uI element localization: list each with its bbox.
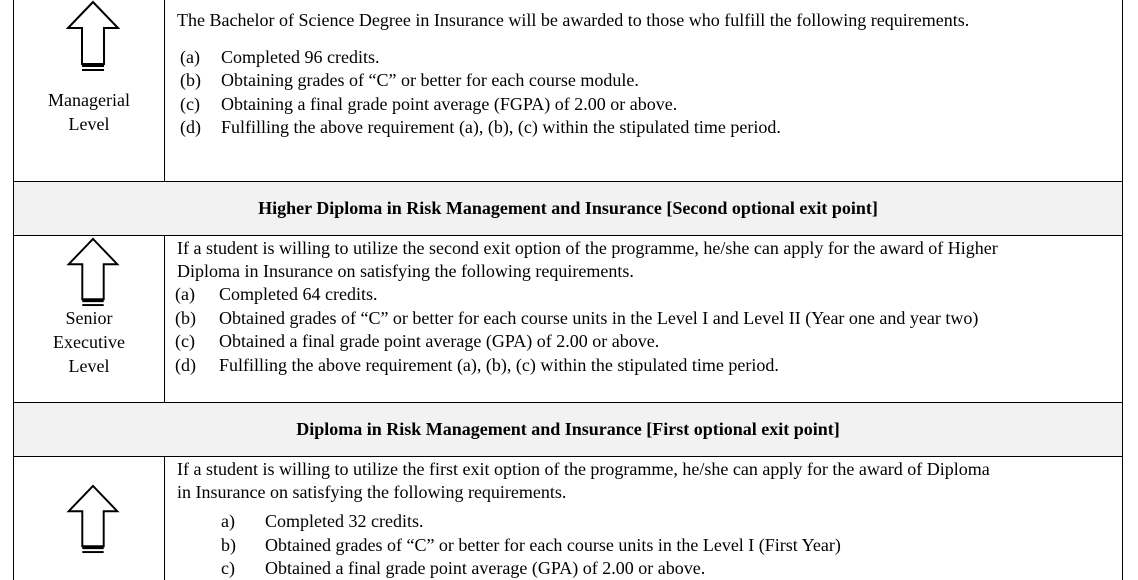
up-arrow-icon — [66, 237, 120, 307]
bachelor-section — [13, 0, 1123, 182]
level-column — [14, 456, 165, 580]
level-label: Managerial Level — [48, 90, 130, 134]
bachelor-intro: The Bachelor of Science Degree in Insurance will be awarded to those who fulfill the following requirements. — [177, 10, 970, 30]
diploma-intro: If a student is willing to utilize the first exit option of the programme, he/she can apply for the award of Diploma in Insurance on satisfying the following requirements. — [177, 459, 990, 502]
list-item: (b) Obtained grades of “C” or better for each course units in the Level I and Level II (Year one and year two) — [175, 308, 979, 328]
higher-diploma-intro: If a student is willing to utilize the second exit option of the programme, he/she can apply for the award of Higher Diploma in Insurance on satisfying the following requirements. — [177, 238, 998, 281]
list-item: (d) Fulfilling the above requirement (a), (b), (c) within the stipulated time period. — [175, 355, 779, 375]
section-heading: Diploma in Risk Management and Insurance [First optional exit point] — [13, 402, 1123, 457]
up-arrow-icon — [66, 484, 120, 554]
up-arrow-icon — [66, 0, 120, 72]
diploma-section — [13, 456, 1123, 580]
level-column — [14, 235, 165, 402]
list-item: a) Completed 32 credits. — [221, 511, 424, 531]
list-item: (c) Obtained a final grade point average (GPA) of 2.00 or above. — [175, 331, 660, 351]
level-column — [14, 0, 165, 181]
section-heading: Higher Diploma in Risk Management and Insurance [Second optional exit point] — [13, 181, 1123, 236]
list-item: (c) Obtaining a final grade point average (FGPA) of 2.00 or above. — [180, 94, 678, 114]
list-item: (d) Fulfilling the above requirement (a), (b), (c) within the stipulated time period. — [180, 117, 781, 137]
list-item: (a) Completed 96 credits. — [180, 47, 380, 67]
level-label: Senior Executive Level — [53, 308, 125, 376]
list-item: c) Obtained a final grade point average (GPA) of 2.00 or above. — [221, 558, 706, 578]
list-item: b) Obtained grades of “C” or better for each course units in the Level I (First Year) — [221, 535, 841, 555]
list-item: (a) Completed 64 credits. — [175, 284, 378, 304]
list-item: (b) Obtaining grades of “C” or better for each course module. — [180, 70, 639, 90]
higher-diploma-section — [13, 235, 1123, 403]
